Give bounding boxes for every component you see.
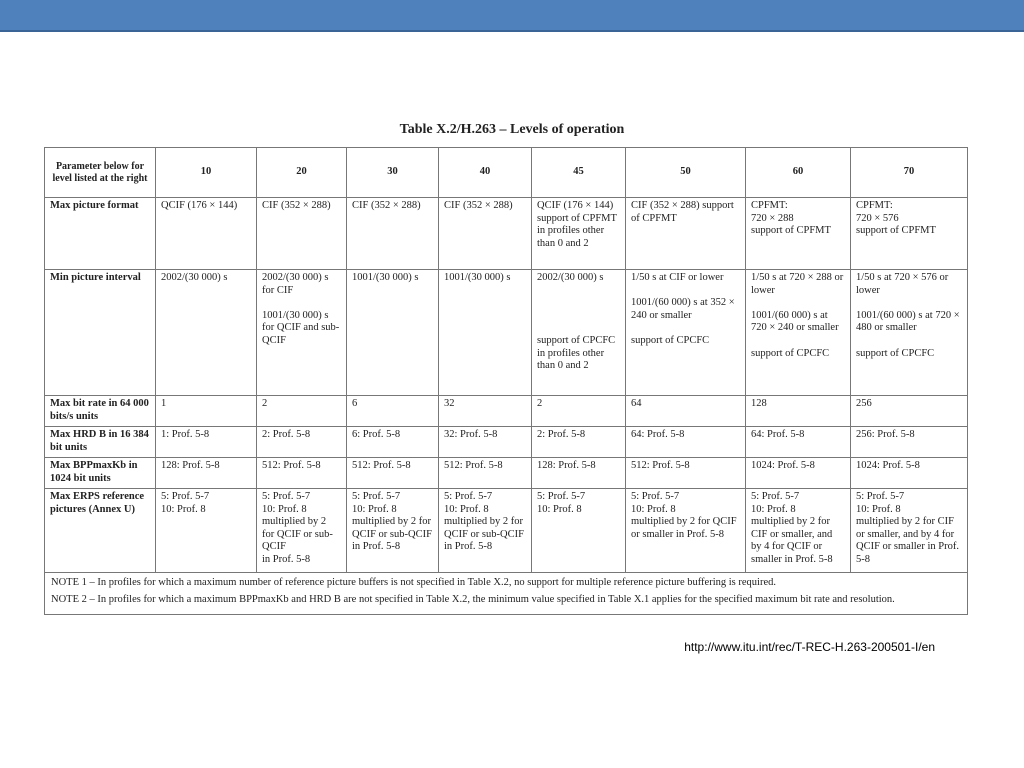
table-cell: 128 [746, 396, 851, 427]
notes-cell [45, 573, 968, 615]
levels-table [44, 147, 968, 615]
table-row [45, 198, 968, 270]
table-cell: 5: Prof. 5-7 10: Prof. 8 multiplied by 2 for QCIF or sub-QCIF in Prof. 5-8 [439, 489, 532, 573]
table-header-row [45, 148, 968, 198]
row-header: Max ERPS reference pictures (Annex U) [45, 489, 156, 573]
table-cell: 2002/(30 000) s [156, 270, 257, 396]
table-cell: 1/50 s at 720 × 576 or lower 1001/(60 000) s at 720 × 480 or smaller support of CPCFC [851, 270, 968, 396]
table-cell: CIF (352 × 288) [257, 198, 347, 270]
table-cell: 5: Prof. 5-7 10: Prof. 8 [156, 489, 257, 573]
table-cell: 1/50 s at 720 × 288 or lower 1001/(60 000) s at 720 × 240 or smaller support of CPCFC [746, 270, 851, 396]
table-cell: 6: Prof. 5-8 [347, 427, 439, 458]
table-cell: 256 [851, 396, 968, 427]
row-header: Max BPPmaxKb in 1024 bit units [45, 458, 156, 489]
table-row [45, 270, 968, 396]
notes-row [45, 573, 968, 615]
table-cell: CIF (352 × 288) support of CPFMT [626, 198, 746, 270]
note-1: NOTE 1 – In profiles for which a maximum number of reference picture buffers is not specified in Table X.2, no support for multiple reference picture buffering is required. [51, 577, 776, 588]
table-cell: 5: Prof. 5-7 10: Prof. 8 multiplied by 2 for QCIF or sub-QCIF in Prof. 5-8 [257, 489, 347, 573]
level-header: 10 [156, 148, 257, 198]
table-cell: 128: Prof. 5-8 [532, 458, 626, 489]
table-cell: 5: Prof. 5-7 10: Prof. 8 multiplied by 2 for CIF or smaller, and by 4 for QCIF or smaller in Prof. 5-8 [851, 489, 968, 573]
table-cell: 6 [347, 396, 439, 427]
table-title: Table X.2/H.263 – Levels of operation [399, 122, 625, 137]
table-cell: 1 [156, 396, 257, 427]
table-cell: CPFMT: 720 × 288 support of CPFMT [746, 198, 851, 270]
table-cell: 64: Prof. 5-8 [626, 427, 746, 458]
table-cell: 128: Prof. 5-8 [156, 458, 257, 489]
table-cell: CIF (352 × 288) [439, 198, 532, 270]
table-cell: QCIF (176 × 144) [156, 198, 257, 270]
table-cell: 512: Prof. 5-8 [347, 458, 439, 489]
table-cell: 64: Prof. 5-8 [746, 427, 851, 458]
row-header: Max picture format [45, 198, 156, 270]
table-cell: 32 [439, 396, 532, 427]
table-cell: 1/50 s at CIF or lower 1001/(60 000) s at 352 × 240 or smaller support of CPCFC [626, 270, 746, 396]
title-bar [0, 0, 1024, 32]
row-header: Max bit rate in 64 000 bits/s units [45, 396, 156, 427]
table-row [45, 489, 968, 573]
table-cell: 2002/(30 000) s for CIF 1001/(30 000) s for QCIF and sub-QCIF [257, 270, 347, 396]
table-cell: 1024: Prof. 5-8 [746, 458, 851, 489]
table-cell: 1001/(30 000) s [439, 270, 532, 396]
table-cell: 32: Prof. 5-8 [439, 427, 532, 458]
table-cell: CIF (352 × 288) [347, 198, 439, 270]
table-cell: 2 [257, 396, 347, 427]
table-cell: 64 [626, 396, 746, 427]
table-cell: 512: Prof. 5-8 [257, 458, 347, 489]
note-2: NOTE 2 – In profiles for which a maximum BPPmaxKb and HRD B are not specified in Table X.2, the minimum value specified in Table X.1 applies for the specified maximum bit rate and resolution. [51, 593, 895, 605]
table-cell: CPFMT: 720 × 576 support of CPFMT [851, 198, 968, 270]
level-header: 40 [439, 148, 532, 198]
table-cell: QCIF (176 × 144) support of CPFMT in profiles other than 0 and 2 [532, 198, 626, 270]
table-cell: 2: Prof. 5-8 [532, 427, 626, 458]
table-cell: 1: Prof. 5-8 [156, 427, 257, 458]
table-cell: 5: Prof. 5-7 10: Prof. 8 multiplied by 2 for QCIF or sub-QCIF in Prof. 5-8 [347, 489, 439, 573]
table-cell: 2: Prof. 5-8 [257, 427, 347, 458]
table-cell: 512: Prof. 5-8 [439, 458, 532, 489]
corner-header: Parameter below for level listed at the right [45, 148, 156, 198]
table-cell: 256: Prof. 5-8 [851, 427, 968, 458]
level-header: 60 [746, 148, 851, 198]
table-cell: 5: Prof. 5-7 10: Prof. 8 multiplied by 2 for CIF or smaller, and by 4 for QCIF or smaller in Prof. 5-8 [746, 489, 851, 573]
level-header: 50 [626, 148, 746, 198]
row-header: Min picture interval [45, 270, 156, 396]
table-cell: 1001/(30 000) s [347, 270, 439, 396]
level-header: 45 [532, 148, 626, 198]
table-row [45, 427, 968, 458]
table-row [45, 396, 968, 427]
table-cell: 2 [532, 396, 626, 427]
row-header: Max HRD B in 16 384 bit units [45, 427, 156, 458]
table-cell: 5: Prof. 5-7 10: Prof. 8 [532, 489, 626, 573]
table-cell: 512: Prof. 5-8 [626, 458, 746, 489]
table-cell: 1024: Prof. 5-8 [851, 458, 968, 489]
table-cell: 2002/(30 000) s support of CPCFC in profiles other than 0 and 2 [532, 270, 626, 396]
table-row [45, 458, 968, 489]
level-header: 30 [347, 148, 439, 198]
level-header: 70 [851, 148, 968, 198]
level-header: 20 [257, 148, 347, 198]
table-cell: 5: Prof. 5-7 10: Prof. 8 multiplied by 2 for QCIF or smaller in Prof. 5-8 [626, 489, 746, 573]
source-url-link[interactable]: http://www.itu.int/rec/T-REC-H.263-200501-I/en [684, 640, 935, 654]
